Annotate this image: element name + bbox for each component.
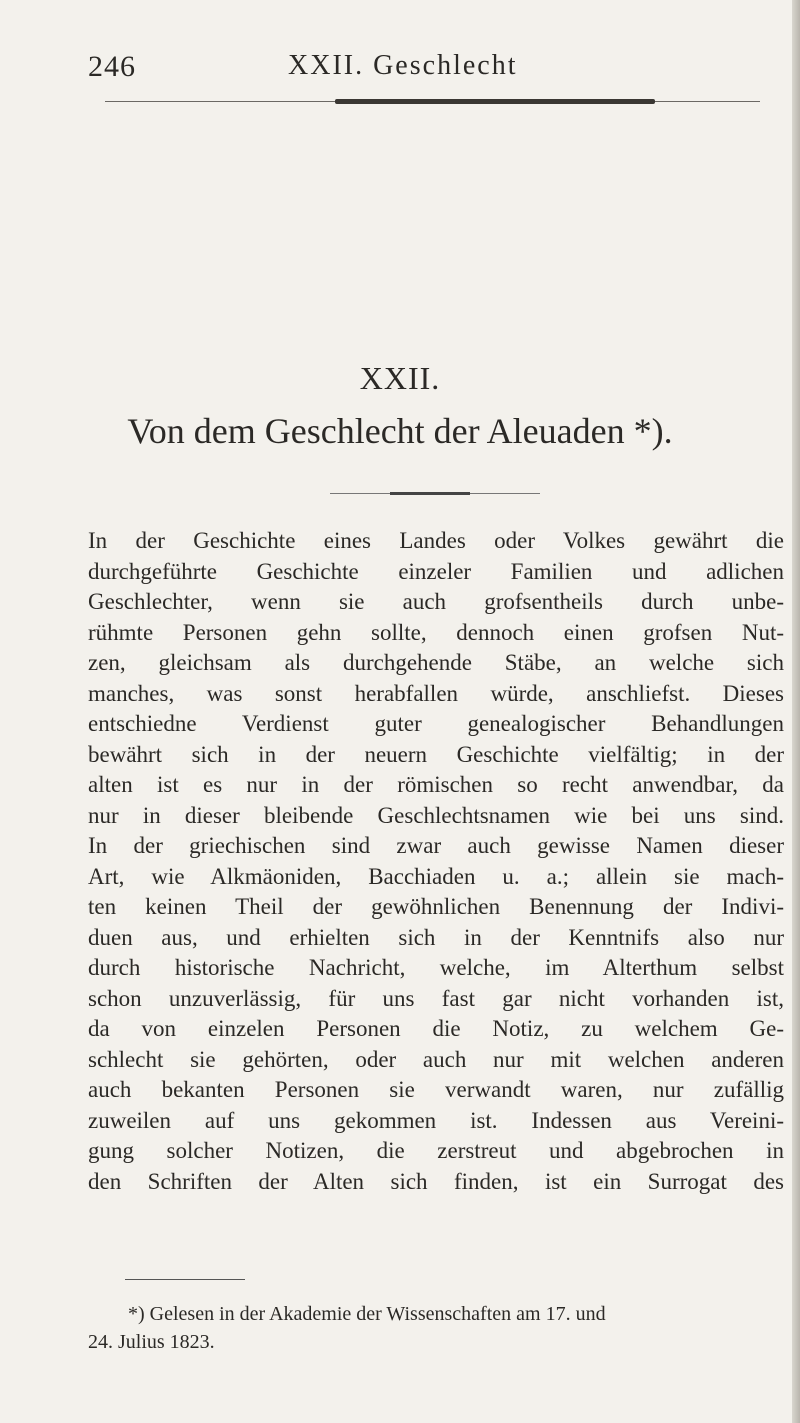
body-line: zen, gleichsam als durchgehende Stäbe, an welche sich <box>88 650 784 675</box>
footnote-rule <box>125 1279 245 1280</box>
body-line: bewährt sich in der neuern Geschichte vielfältig; in der <box>88 741 784 767</box>
body-line: alten ist es nur in der römischen so recht anwendbar, da <box>88 772 784 797</box>
page-number: 246 <box>88 50 136 83</box>
body-line: schon unzuverlässig, für uns fast gar nicht vorhanden ist, <box>88 985 784 1011</box>
body-line: entschiedne Verdienst guter genealogischer Behandlungen <box>88 711 784 736</box>
header-rule <box>105 99 760 105</box>
body-line: In der Geschichte eines Landes oder Volkes gewährt die <box>88 528 784 553</box>
title-rule <box>330 492 540 496</box>
body-line: duen aus, und erhielten sich in der Kenntnifs also nur <box>88 924 784 950</box>
chapter-title: Von dem Geschlecht der Aleuaden *). <box>127 411 673 451</box>
body-line: rühmte Personen gehn sollte, dennoch einen grofsen Nut- <box>88 619 784 645</box>
footnote-line: 24. Julius 1823. <box>88 1331 215 1353</box>
page-edge <box>792 0 800 1423</box>
body-line: zuweilen auf uns gekommen ist. Indessen aus Vereini- <box>88 1107 784 1133</box>
footnote <box>88 1300 788 1356</box>
body-line: ten keinen Theil der gewöhnlichen Benennung der Indivi- <box>88 894 784 919</box>
body-line: den Schriften der Alten sich finden, ist ein Surrogat des <box>88 1168 784 1194</box>
header-rule-thick <box>335 99 655 104</box>
footnote-line: *) Gelesen in der Akademie der Wissenschaften am 17. und <box>128 1303 606 1325</box>
title-rule-thick <box>390 492 470 495</box>
body-line: schlecht sie gehörten, oder auch nur mit welchen anderen <box>88 1046 784 1072</box>
body-line: gung solcher Notizen, die zerstreut und abgebrochen in <box>88 1138 784 1163</box>
body-line: nur in dieser bleibende Geschlechtsnamen wie bei uns sind. <box>88 802 784 828</box>
body-line: auch bekanten Personen sie verwandt waren, nur zufällig <box>88 1077 784 1102</box>
running-title: XXII. Geschlecht <box>288 50 518 81</box>
body-line: durch historische Nachricht, welche, im Alterthum selbst <box>88 955 784 980</box>
body-line: da von einzelen Personen die Notiz, zu welchem Ge- <box>88 1016 784 1041</box>
body-line: Art, wie Alkmäoniden, Bacchiaden u. a.; allein sie mach- <box>88 863 784 889</box>
body-line: manches, was sonst herabfallen würde, anschliefst. Dieses <box>88 680 784 706</box>
body-text <box>88 526 784 1197</box>
body-line: durchgeführte Geschichte einzeler Familien und adlichen <box>88 558 784 584</box>
chapter-number: XXII. <box>359 360 441 396</box>
running-head <box>88 50 788 96</box>
body-line: Geschlechter, wenn sie auch grofsentheils durch unbe- <box>88 589 784 614</box>
body-line: In der griechischen sind zwar auch gewisse Namen dieser <box>88 833 784 858</box>
